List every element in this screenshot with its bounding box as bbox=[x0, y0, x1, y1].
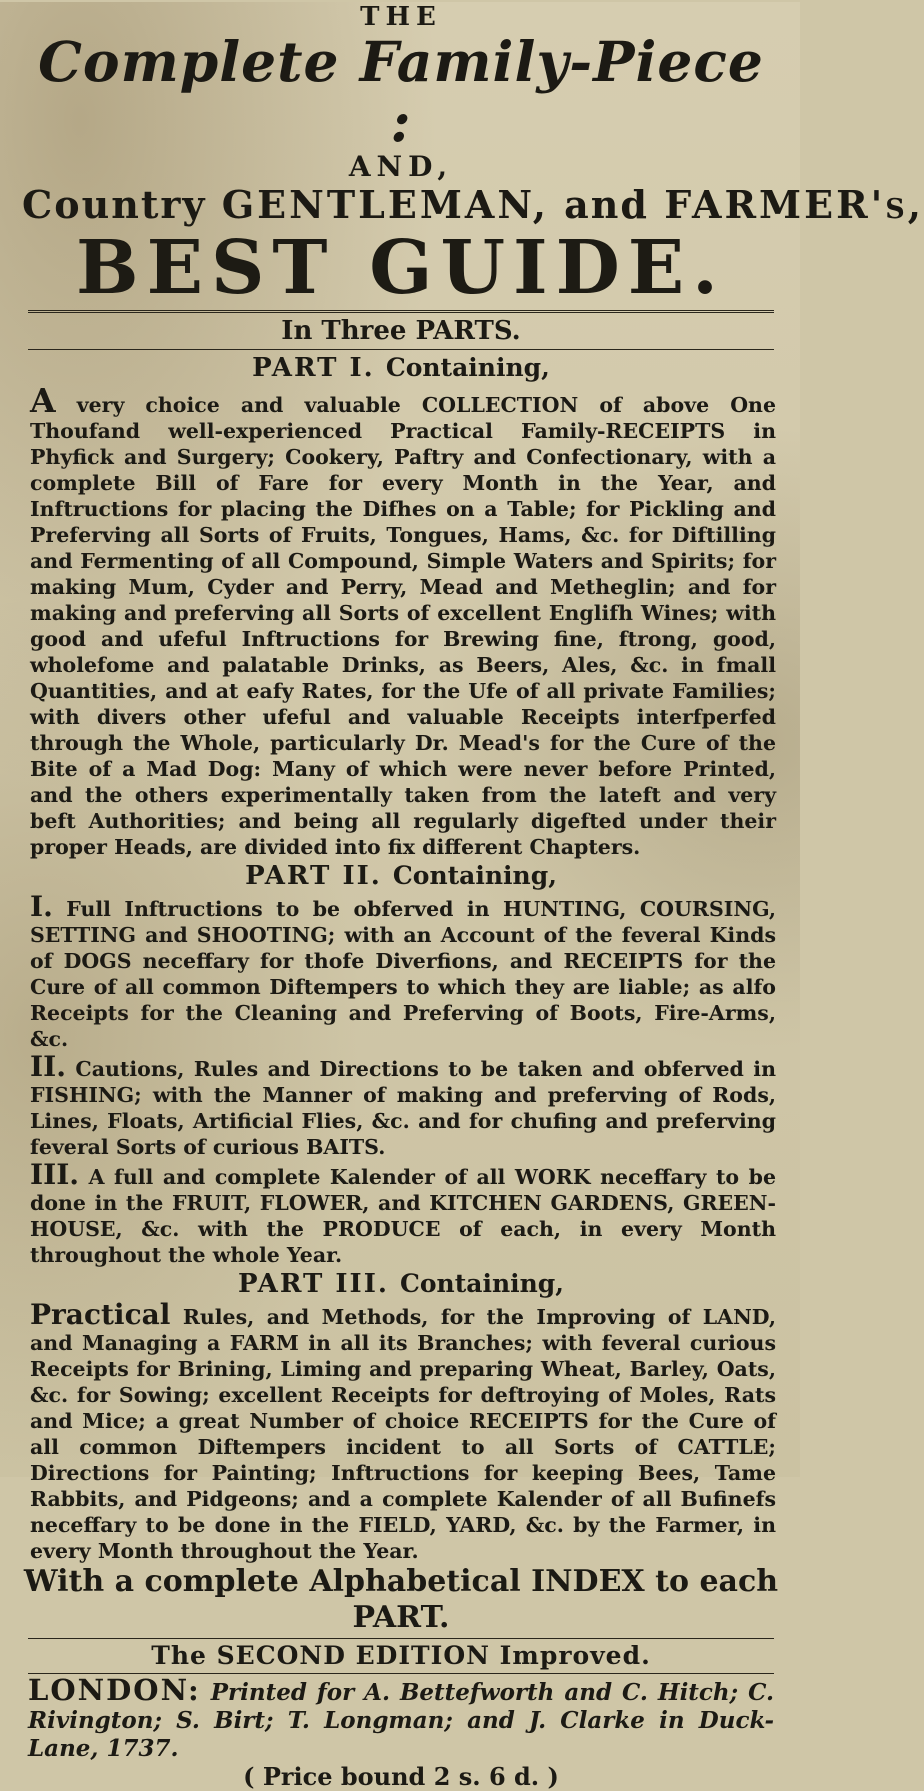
part-three-body: Rules, and Methods, for the Improving of LAND, and Managing a FARM in all its Branches; with feveral curious Receipts for Brining, Liming and preparing Wheat, Barley, Oats, &c. for Sowing; excellent Receipts for deftroying of Moles, Rats and Mice; a great Number of choice RECEIPTS for the Cure of all common Diftempers incident to all Sorts of CATTLE; Directions for Painting; Inftructions for keeping Bees, Tame Rabbits, and Pidgeons; and a complete Kalender of all Bufinefs neceffary to be done in the FIELD, YARD, &c. by the Farmer, in every Month throughout the Year. bbox=[30, 1305, 776, 1563]
part-three-label: PART III. bbox=[237, 1269, 389, 1299]
in-three-parts: In Three PARTS. bbox=[281, 316, 521, 346]
imprint-text: Printed for A. Bettefworth and C. Hitch; C. Rivington; S. Birt; T. Longman; and J. Clarke in Duck-Lane, 1737. bbox=[28, 1679, 774, 1762]
edition-line: The SECOND EDITION Improved. bbox=[151, 1641, 651, 1670]
part-three-heading bbox=[22, 1268, 780, 1300]
part-one-heading bbox=[22, 352, 780, 384]
part-one-label: PART I. bbox=[252, 353, 375, 383]
section-number: III. bbox=[30, 1158, 80, 1191]
word-gentleman: GENTLEMAN, bbox=[221, 182, 549, 227]
part-two-label: PART II. bbox=[245, 861, 382, 891]
section-text: Full Inftructions to be obferved in HUNTING, COURSING, SETTING and SHOOTING; with an Account of the feveral Kinds of DOGS neceffary for thofe Diverfions, and RECEIPTS for the Cure of all common Diftempers to which they are liable; as alfo Receipts for the Cleaning and Preferving of Boots, Fire-Arms, &c. bbox=[30, 897, 776, 1051]
section-text: Cautions, Rules and Directions to be taken and obferved in FISHING; with the Manner of making and preferving of Rods, Lines, Floats, Artificial Flies, &c. and for chufing and preferving feveral Sorts of curious BAITS. bbox=[30, 1057, 776, 1159]
word-and: and bbox=[564, 182, 649, 227]
part-three-lead-word: Practical bbox=[30, 1298, 171, 1331]
part-one-lead-letter: A bbox=[30, 381, 56, 420]
section-number: II. bbox=[30, 1050, 66, 1083]
part-two-section-3 bbox=[30, 1160, 776, 1268]
word-farmers: FARMER's, bbox=[664, 182, 924, 227]
part-two-section-2 bbox=[30, 1052, 776, 1160]
part-two-containing: Containing, bbox=[392, 861, 557, 890]
index-line: With a complete Alphabetical INDEX to each PART. bbox=[23, 1564, 779, 1635]
title-page bbox=[0, 2, 924, 1791]
part-three-text bbox=[30, 1300, 776, 1564]
divider-above-edition bbox=[28, 1638, 774, 1639]
section-number: I. bbox=[30, 890, 53, 923]
imprint-city: LONDON: bbox=[28, 1673, 201, 1707]
part-one-body: very choice and valuable COLLECTION of above One Thoufand well-experienced Practical Family-RECEIPTS in Phyfick and Surgery; Cookery, Paftry and Confectionary, with a complete Bill of Fare for every Month in the Year, and Inftructions for placing the Difhes on a Table; for Pickling and Preferving all Sorts of Fruits, Tongues, Hams, &c. for Diftilling and Fermenting of all Compound, Simple Waters and Spirits; for making Mum, Cyder and Perry, Mead and Metheglin; and for making and preferving all Sorts of excellent Englifh Wines; with good and ufeful Inftructions for Brewing fine, ftrong, good, wholefome and palatable Drinks, as Beers, Ales, &c. in fmall Quantities, and at eafy Rates, for the Ufe of all private Families; with divers other ufeful and valuable Receipts interfperfed through the Whole, particularly Dr. Mead's for the Cure of the Bite of a Mad Dog: Many of which were never before Printed, and the others experimentally taken from the lateft and very beft Authorities; and being all regularly digefted under their proper Heads, are divided into fix different Chapters. bbox=[30, 393, 776, 859]
main-title-complete-family-piece: Complete Family-Piece : bbox=[38, 29, 764, 154]
and-connector: AND, bbox=[348, 150, 454, 183]
part-one-text bbox=[30, 381, 776, 860]
part-two-heading bbox=[22, 860, 780, 892]
best-guide-title: BEST GUIDE. bbox=[76, 225, 726, 311]
part-three-containing: Containing, bbox=[399, 1269, 564, 1298]
part-two-section-1 bbox=[30, 892, 776, 1052]
divider-under-three-parts bbox=[28, 349, 774, 350]
imprint bbox=[28, 1673, 774, 1763]
the-heading: THE bbox=[360, 2, 442, 32]
word-country: Country bbox=[22, 182, 207, 227]
country-gentleman-line bbox=[22, 182, 924, 228]
part-one-containing: Containing, bbox=[385, 353, 550, 382]
price-line: ( Price bound 2 s. 6 d. ) bbox=[243, 1762, 559, 1791]
section-text: A full and complete Kalender of all WORK neceffary to be done in the FRUIT, FLOWER, and KITCHEN GARDENS, GREEN-HOUSE, &c. with the PRODUCE of each, in every Month throughout the whole Year. bbox=[30, 1165, 776, 1267]
